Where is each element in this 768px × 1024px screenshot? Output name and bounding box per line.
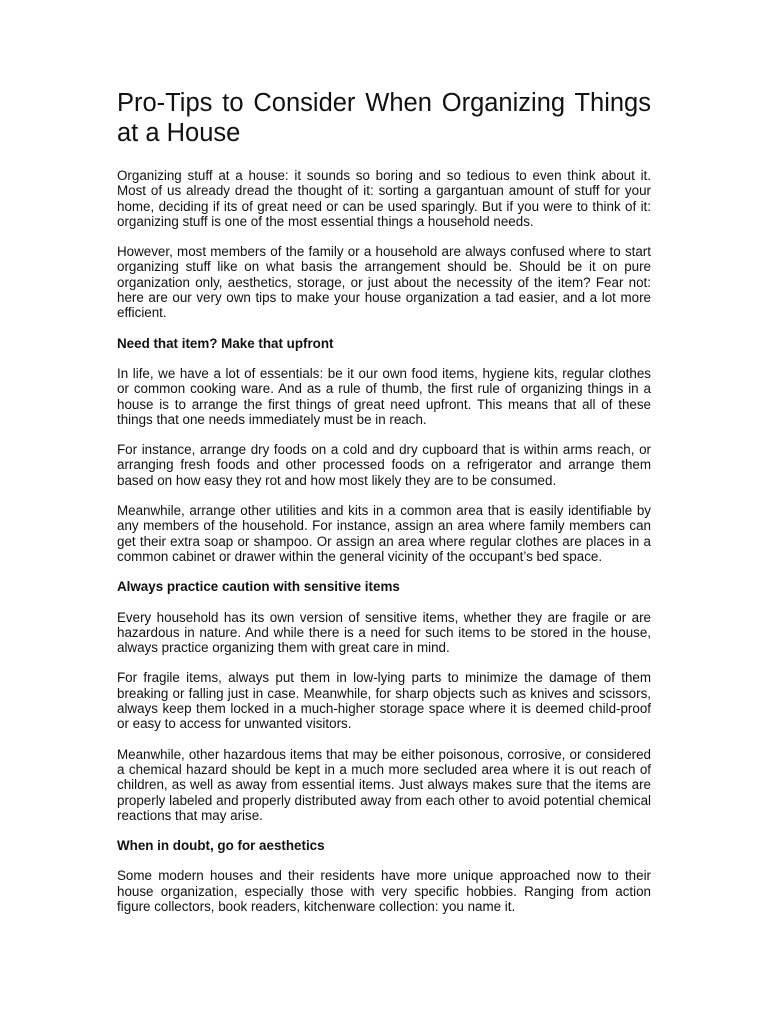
section-1-paragraph-2: For instance, arrange dry foods on a cold and dry cupboard that is within arms reach, or arranging fresh foods and other processed foods on a refrigerator and arrange them based on how easy they rot and how most likely they are to be consumed. bbox=[117, 442, 651, 488]
document-title: Pro-Tips to Consider When Organizing Things at a House bbox=[117, 89, 651, 147]
section-heading-need-item: Need that item? Make that upfront bbox=[117, 335, 334, 351]
intro-paragraph-1: Organizing stuff at a house: it sounds so boring and so tedious to even think about it. Most of us already dread the thought of it: sorting a gargantuan amount of stuff for your home, deciding if its of great need or can be used sparingly. But if you were to think of it: organizing stuff is one of the most essential things a household needs. bbox=[117, 168, 651, 229]
section-2-paragraph-3: Meanwhile, other hazardous items that may be either poisonous, corrosive, or considered a chemical hazard should be kept in a much more secluded area where it is out reach of children, as well as away from essential items. Just always makes sure that the items are properly labeled and properly distributed away from each other to avoid potential chemical reactions that may arise. bbox=[117, 746, 651, 823]
section-heading-caution: Always practice caution with sensitive items bbox=[117, 579, 400, 595]
section-2-paragraph-2: For fragile items, always put them in low-lying parts to minimize the damage of them breaking or falling just in case. Meanwhile, for sharp objects such as knives and scissors, always keep them locked in a much-higher storage space where it is deemed child-proof or easy to access for unwanted visitors. bbox=[117, 670, 651, 732]
intro-paragraph-2: However, most members of the family or a household are always confused where to start organizing stuff like on what basis the arrangement should be. Should be it on pure organization only, aesthetics, storage, or just about the necessity of the item? Fear not: here are our very own tips to make your house organization a tad easier, and a lot more efficient. bbox=[117, 244, 651, 321]
section-3-paragraph-1: Some modern houses and their residents have more unique approached now to their house organization, especially those with very specific hobbies. Ranging from action figure collectors, book readers, kitchenware collection: you name it. bbox=[117, 868, 651, 914]
section-1-paragraph-1: In life, we have a lot of essentials: be it our own food items, hygiene kits, regular clothes or common cooking ware. And as a rule of thumb, the first rule of organizing things in a house is to arrange the first things of great need upfront. This means that all of these things that one needs immediately must be in reach. bbox=[117, 365, 651, 427]
section-2-paragraph-1: Every household has its own version of sensitive items, whether they are fragile or are hazardous in nature. And while there is a need for such items to be stored in the house, always practice organizing them with great care in mind. bbox=[117, 609, 651, 656]
section-heading-aesthetics: When in doubt, go for aesthetics bbox=[117, 838, 325, 854]
section-1-paragraph-3: Meanwhile, arrange other utilities and kits in a common area that is easily identifiable by any members of the household. For instance, assign an area where family members can get their extra soap or shampoo. Or assign an area where regular clothes are places in a common cabinet or drawer within the general vicinity of the occupant’s bed space. bbox=[117, 503, 651, 564]
